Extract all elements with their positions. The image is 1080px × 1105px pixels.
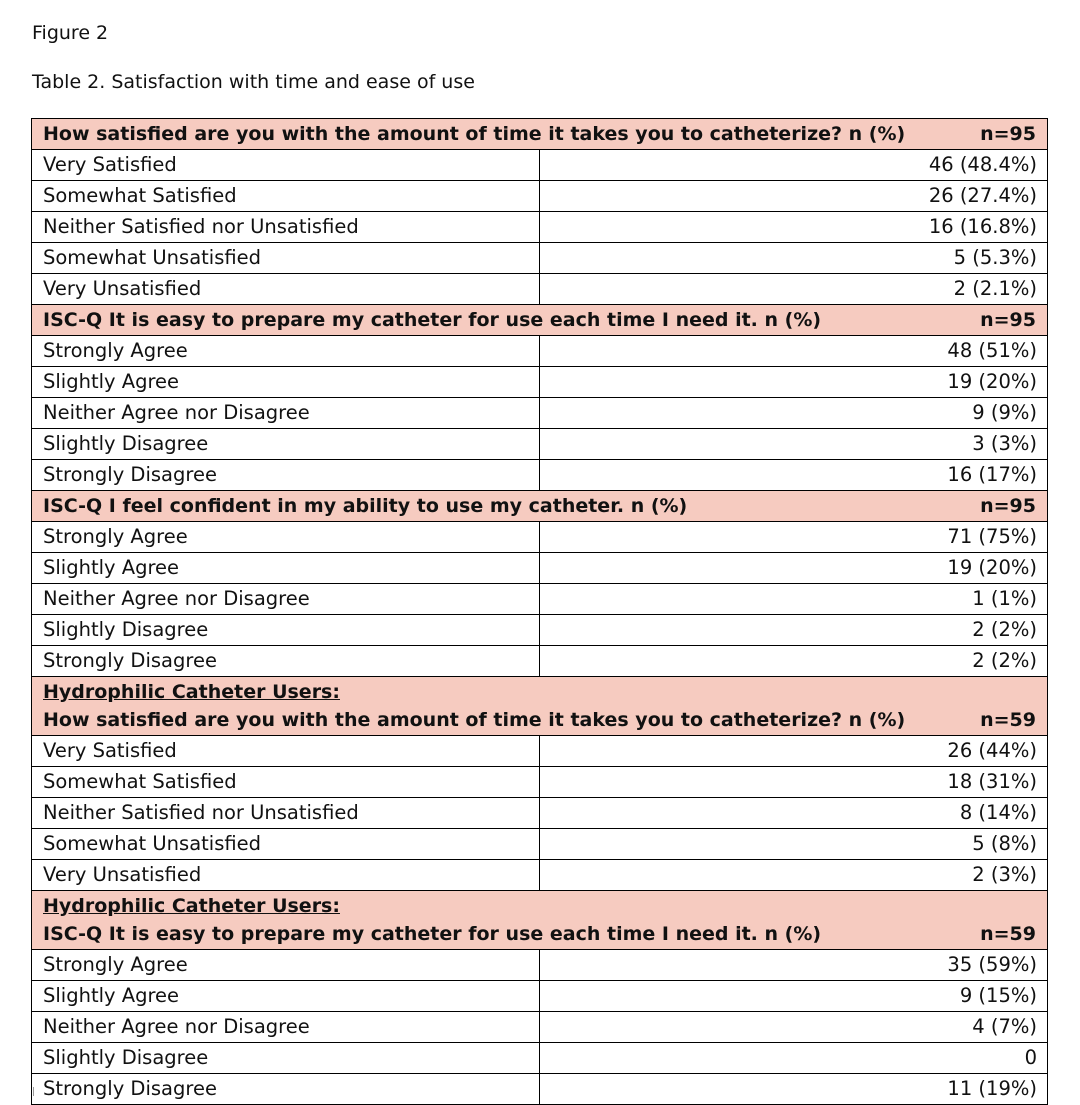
section-header-cell [32,491,1048,522]
table-row [32,584,1048,615]
response-value: 8 (14%) [540,798,1048,829]
table-row [32,1012,1048,1043]
table-row [32,798,1048,829]
response-label: Very Satisfied [32,736,540,767]
response-value: 71 (75%) [540,522,1048,553]
table-row [32,1043,1048,1074]
response-label: Neither Agree nor Disagree [32,398,540,429]
response-label: Slightly Agree [32,981,540,1012]
response-label: Slightly Disagree [32,615,540,646]
response-label: Somewhat Unsatisfied [32,243,540,274]
section-header-row [32,677,1048,736]
response-value: 16 (17%) [540,460,1048,491]
response-label: Somewhat Unsatisfied [32,829,540,860]
response-label: Strongly Agree [32,336,540,367]
response-value: 9 (9%) [540,398,1048,429]
table-caption: Table 2. Satisfaction with time and ease of use [32,71,475,93]
response-label: Strongly Disagree [32,1074,540,1105]
table-row [32,950,1048,981]
question-text: How satisfied are you with the amount of time it takes you to catheterize? n (%) [43,709,906,731]
response-value: 26 (27.4%) [540,181,1048,212]
response-label: Strongly Disagree [32,460,540,491]
response-label: Very Unsatisfied [32,860,540,891]
table-row [32,736,1048,767]
sample-size: n=59 [980,923,1036,945]
table-row [32,767,1048,798]
response-label: Very Unsatisfied [32,274,540,305]
table-row [32,829,1048,860]
figure-label: Figure 2 [32,22,109,44]
section-header-row [32,891,1048,950]
response-value: 2 (2%) [540,615,1048,646]
response-label: Somewhat Satisfied [32,181,540,212]
response-label: Strongly Disagree [32,646,540,677]
sample-size: n=59 [980,709,1036,731]
response-label: Strongly Agree [32,522,540,553]
table-row [32,429,1048,460]
question-text: ISC-Q It is easy to prepare my catheter for use each time I need it. n (%) [43,923,822,945]
table-row [32,615,1048,646]
response-label: Slightly Agree [32,367,540,398]
response-value: 2 (2.1%) [540,274,1048,305]
response-value: 11 (19%) [540,1074,1048,1105]
table-row [32,646,1048,677]
response-label: Neither Satisfied nor Unsatisfied [32,798,540,829]
section-header-row [32,491,1048,522]
subgroup-label: Hydrophilic Catheter Users: [43,681,340,703]
response-value: 0 [540,1043,1048,1074]
response-label: Neither Satisfied nor Unsatisfied [32,212,540,243]
response-label: Very Satisfied [32,150,540,181]
section-header-cell [32,677,1048,736]
table-row [32,243,1048,274]
table-row [32,981,1048,1012]
response-value: 26 (44%) [540,736,1048,767]
page-edge-marker [33,1087,34,1096]
question-text: How satisfied are you with the amount of time it takes you to catheterize? n (%) [43,123,906,145]
response-label: Neither Agree nor Disagree [32,584,540,615]
section-header-row [32,119,1048,150]
response-value: 1 (1%) [540,584,1048,615]
response-value: 46 (48.4%) [540,150,1048,181]
response-label: Somewhat Satisfied [32,767,540,798]
question-text: ISC-Q It is easy to prepare my catheter for use each time I need it. n (%) [43,309,822,331]
response-value: 2 (3%) [540,860,1048,891]
section-header-cell [32,305,1048,336]
response-value: 19 (20%) [540,367,1048,398]
satisfaction-table [31,118,1048,1105]
response-value: 16 (16.8%) [540,212,1048,243]
table-row [32,460,1048,491]
response-value: 4 (7%) [540,1012,1048,1043]
section-header-cell [32,891,1048,950]
table-row [32,1074,1048,1105]
table-row [32,860,1048,891]
response-label: Strongly Agree [32,950,540,981]
response-label: Slightly Agree [32,553,540,584]
response-value: 19 (20%) [540,553,1048,584]
table-body [32,119,1048,1105]
table-row [32,150,1048,181]
table-row [32,181,1048,212]
question-text: ISC-Q I feel confident in my ability to use my catheter. n (%) [43,495,688,517]
response-label: Slightly Disagree [32,1043,540,1074]
response-value: 18 (31%) [540,767,1048,798]
table-row [32,398,1048,429]
table-row [32,522,1048,553]
response-value: 9 (15%) [540,981,1048,1012]
response-value: 48 (51%) [540,336,1048,367]
section-header-cell [32,119,1048,150]
response-label: Neither Agree nor Disagree [32,1012,540,1043]
table-row [32,553,1048,584]
sample-size: n=95 [980,309,1036,331]
response-value: 5 (5.3%) [540,243,1048,274]
table-row [32,212,1048,243]
subgroup-label: Hydrophilic Catheter Users: [43,895,340,917]
table-row [32,367,1048,398]
sample-size: n=95 [980,495,1036,517]
table-row [32,336,1048,367]
response-label: Slightly Disagree [32,429,540,460]
sample-size: n=95 [980,123,1036,145]
response-value: 2 (2%) [540,646,1048,677]
section-header-row [32,305,1048,336]
table-row [32,274,1048,305]
response-value: 3 (3%) [540,429,1048,460]
response-value: 35 (59%) [540,950,1048,981]
response-value: 5 (8%) [540,829,1048,860]
